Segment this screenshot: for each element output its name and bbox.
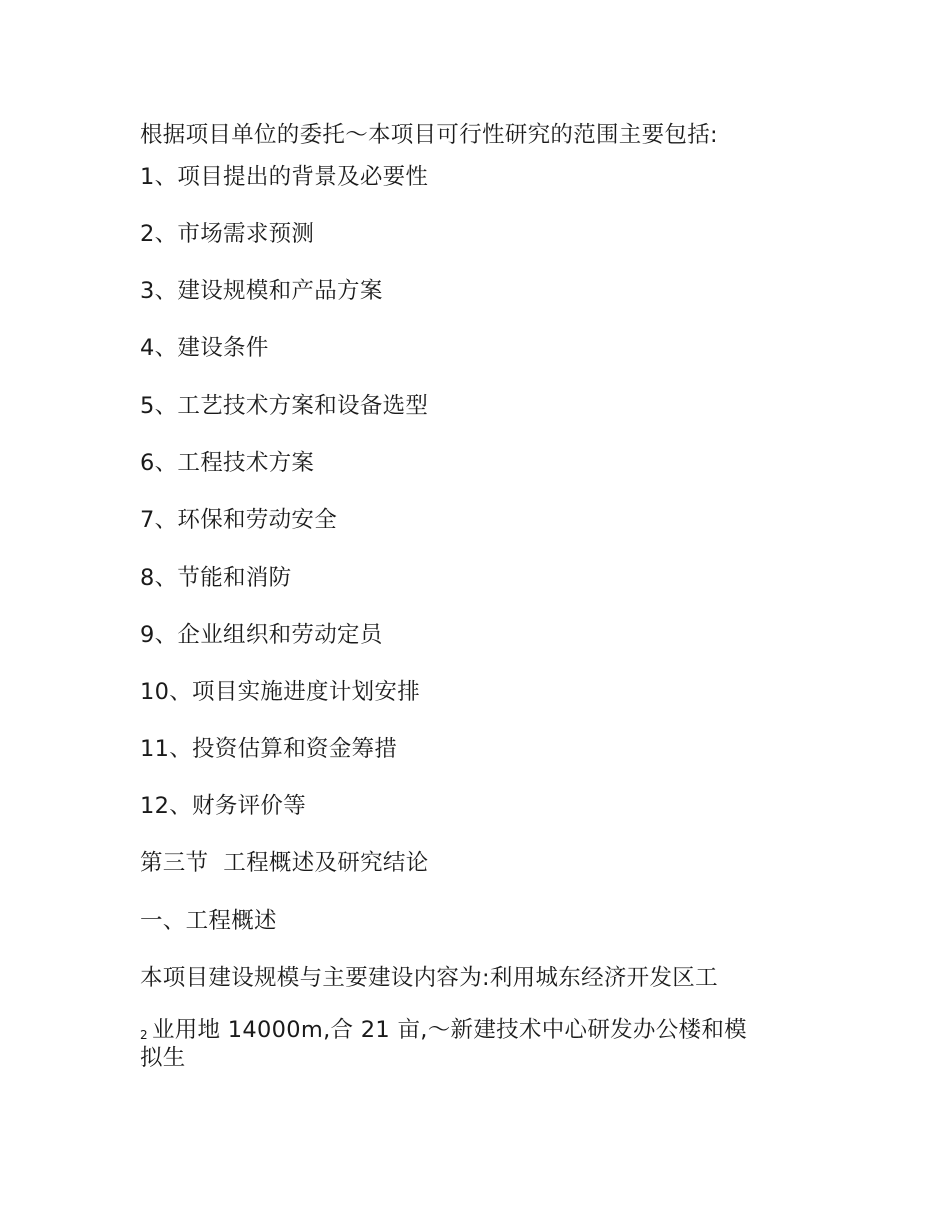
subsection-heading: 一、工程概述: [140, 908, 277, 934]
list-item: 5、工艺技术方案和设备选型: [140, 393, 429, 419]
list-item: 4、建设条件: [140, 335, 269, 361]
superscript-two: 2: [140, 1028, 148, 1042]
list-item: 3、建设规模和产品方案: [140, 278, 383, 304]
intro-text: 根据项目单位的委托～本项目可行性研究的范围主要包括:: [140, 122, 718, 148]
list-item: 1、项目提出的背景及必要性: [140, 164, 429, 190]
paragraph-line-1: 本项目建设规模与主要建设内容为:利用城东经济开发区工: [140, 965, 718, 991]
paragraph-line-3: 拟生: [140, 1045, 186, 1071]
paragraph-line-2: [140, 1015, 747, 1048]
list-item: 6、工程技术方案: [140, 450, 315, 476]
list-item: 10、项目实施进度计划安排: [140, 679, 421, 705]
paragraph-line-2-text: 业用地 14000m,合 21 亩,～新建技术中心研发办公楼和模: [151, 1017, 747, 1043]
list-item: 8、节能和消防: [140, 565, 292, 591]
list-item: 9、企业组织和劳动定员: [140, 622, 383, 648]
list-item: 12、财务评价等: [140, 793, 307, 819]
list-item: 7、环保和劳动安全: [140, 507, 338, 533]
section-heading: 第三节 工程概述及研究结论: [140, 850, 429, 876]
list-item: 2、市场需求预测: [140, 221, 315, 247]
list-item: 11、投资估算和资金筹措: [140, 736, 398, 762]
